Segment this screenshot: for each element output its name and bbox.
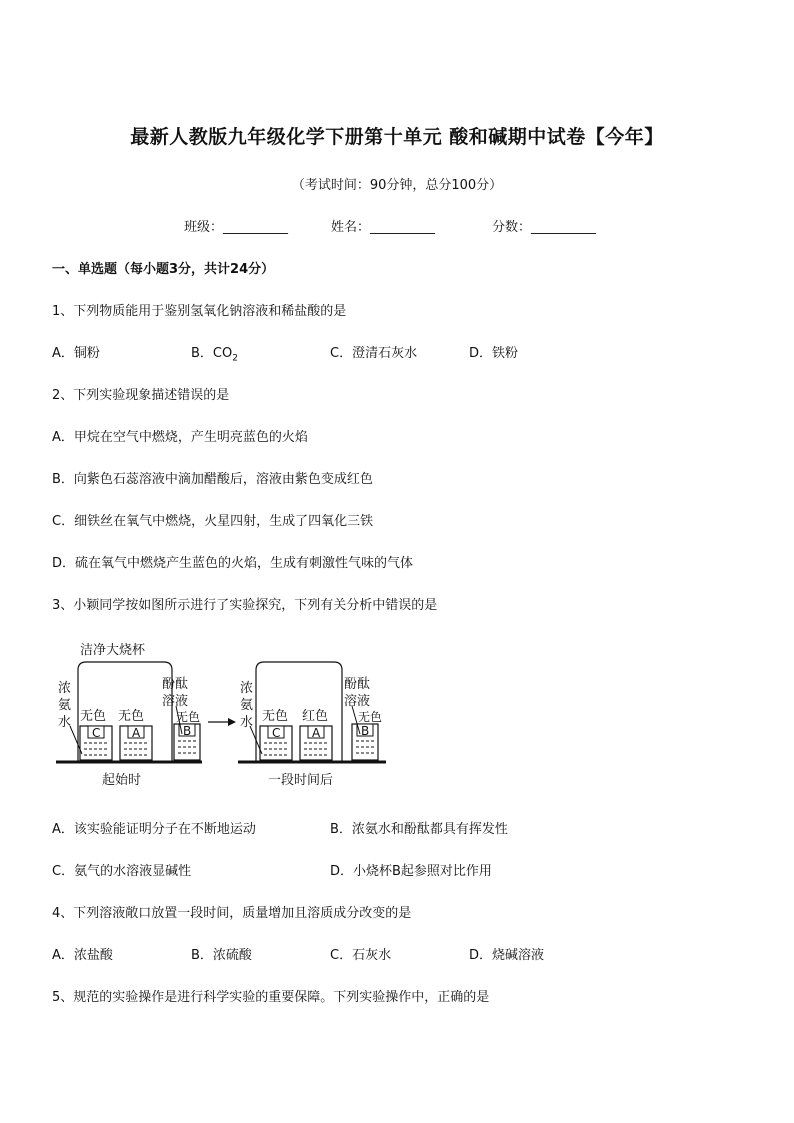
large-beaker-label: 洁净大烧杯 <box>80 643 146 658</box>
ammonia-label-3: 水 <box>240 715 254 730</box>
question-1-option-a: A．铜粉 <box>52 346 100 361</box>
question-4-option-c: C．石灰水 <box>330 948 392 963</box>
arrow-head-icon <box>228 718 236 726</box>
after-caption: 一段时间后 <box>268 773 334 788</box>
beaker-c-letter: C <box>272 726 281 740</box>
phenol-label-2: 溶液 <box>344 694 371 709</box>
option-b-text: B．CO <box>191 346 233 361</box>
beaker-b-letter: B <box>183 724 192 738</box>
beaker-a-letter: A <box>132 726 141 740</box>
question-2-option-c: C．细铁丝在氧气中燃烧，火星四射，生成了四氧化三铁 <box>52 514 374 529</box>
question-3-stem: 3、小颖同学按如图所示进行了实验探究，下列有关分析中错误的是 <box>52 598 438 613</box>
question-2-option-a: A．甲烷在空气中燃烧，产生明亮蓝色的火焰 <box>52 430 308 445</box>
question-3-option-d: D．小烧杯B起参照对比作用 <box>330 864 492 879</box>
question-3-option-b: B．浓氨水和酚酞都具有挥发性 <box>330 822 508 837</box>
ammonia-label-2: 氨 <box>58 698 72 713</box>
exam-subtitle: （考试时间：90分钟，总分100分） <box>291 178 503 193</box>
beaker-c-color: 无色 <box>262 709 289 724</box>
question-4-option-b: B．浓硫酸 <box>191 948 252 963</box>
beaker-b-color: 无色 <box>176 710 201 724</box>
question-3-option-c: C．氨气的水溶液显碱性 <box>52 864 192 879</box>
start-caption: 起始时 <box>102 773 142 788</box>
question-1-stem: 1、下列物质能用于鉴别氢氧化钠溶液和稀盐酸的是 <box>52 304 347 319</box>
question-4-option-d: D．烧碱溶液 <box>469 948 545 963</box>
question-2-stem: 2、下列实验现象描述错误的是 <box>52 388 230 403</box>
section-heading: 一、单选题（每小题3分，共计24分） <box>52 262 275 277</box>
question-1-option-b <box>191 342 238 364</box>
ammonia-label-1: 浓 <box>58 681 72 696</box>
name-field: 姓名：__________ <box>331 220 436 235</box>
class-field: 班级：__________ <box>184 220 289 235</box>
phenol-label-1: 酚酞 <box>344 677 371 692</box>
experiment-figure <box>52 636 392 796</box>
beaker-a-letter: A <box>312 726 321 740</box>
question-1-option-d: D．铁粉 <box>469 346 519 361</box>
question-3-option-a: A．该实验能证明分子在不断地运动 <box>52 822 256 837</box>
question-1-option-c: C．澄清石灰水 <box>330 346 418 361</box>
phenol-label-1: 酚酞 <box>162 677 189 692</box>
ammonia-label-3: 水 <box>58 715 72 730</box>
beaker-c-letter: C <box>92 726 101 740</box>
question-4-option-a: A．浓盐酸 <box>52 948 113 963</box>
option-b-subscript: 2 <box>232 353 238 364</box>
beaker-a-color: 无色 <box>118 709 145 724</box>
beaker-c-color: 无色 <box>80 709 107 724</box>
question-5-stem: 5、规范的实验操作是进行科学实验的重要保障。下列实验操作中，正确的是 <box>52 990 490 1005</box>
beaker-a-color: 红色 <box>302 709 329 724</box>
page-title: 最新人教版九年级化学下册第十单元 酸和碱期中试卷【今年】 <box>130 126 664 148</box>
beaker-b-color: 无色 <box>358 710 383 724</box>
question-4-stem: 4、下列溶液敞口放置一段时间，质量增加且溶质成分改变的是 <box>52 906 412 921</box>
ammonia-label-2: 氨 <box>240 698 254 713</box>
question-2-option-d: D．硫在氧气中燃烧产生蓝色的火焰，生成有刺激性气味的气体 <box>52 556 414 571</box>
beaker-b-letter: B <box>361 724 370 738</box>
score-field: 分数：__________ <box>492 220 597 235</box>
ammonia-label-1: 浓 <box>240 681 254 696</box>
phenol-label-2: 溶液 <box>162 694 189 709</box>
question-2-option-b: B．向紫色石蕊溶液中滴加醋酸后，溶液由紫色变成红色 <box>52 472 373 487</box>
